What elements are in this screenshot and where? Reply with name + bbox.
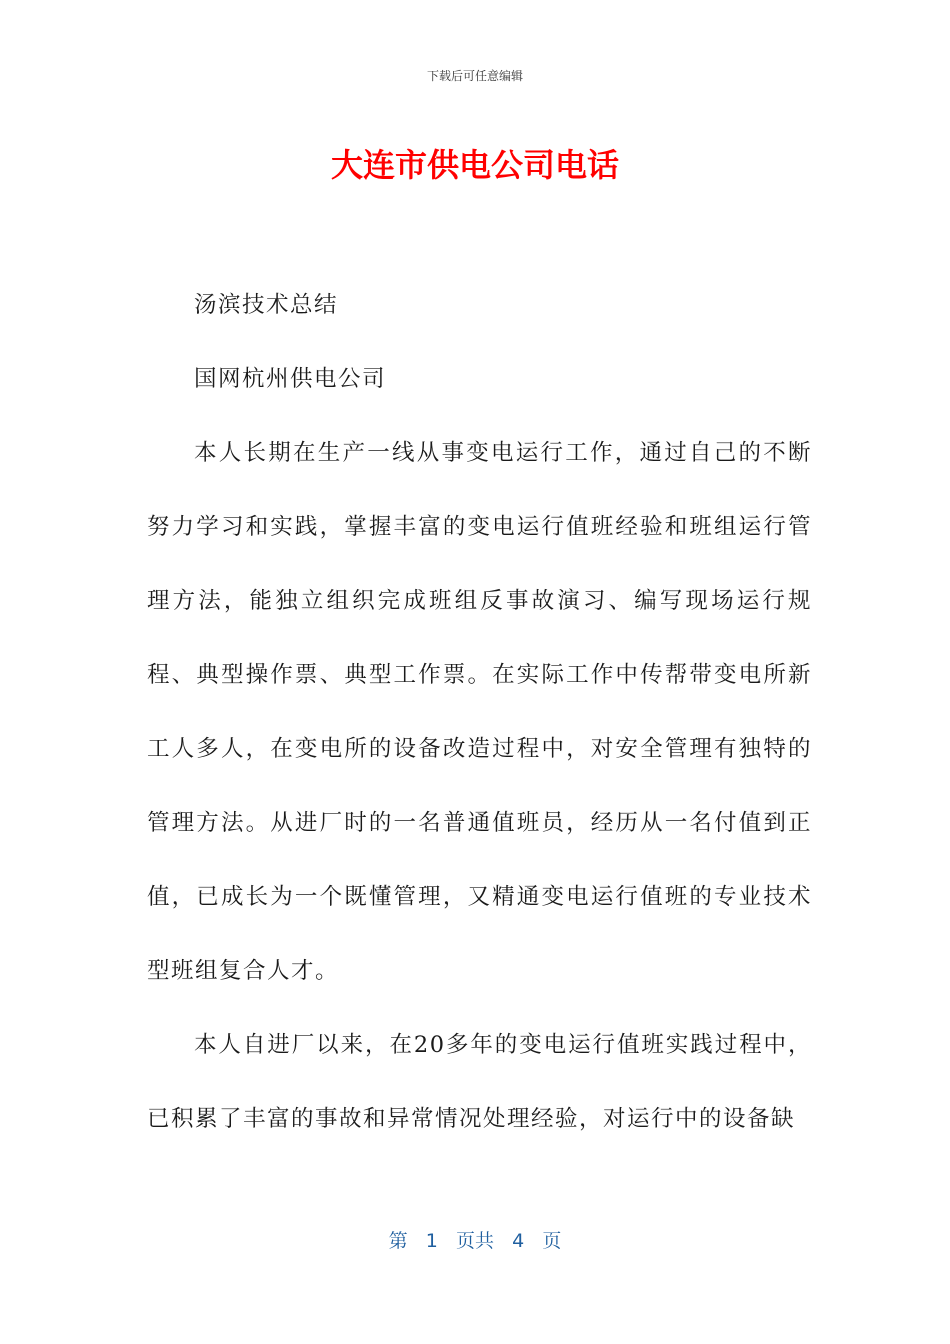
document-title: 大连市供电公司电话 — [330, 146, 619, 184]
paragraph-intro: 本人长期在生产一线从事变电运行工作，通过自己的不断努力学习和实践，掌握丰富的变电运行值班经验和班组运行管理方法，能独立组织完成班组反事故演习、编写现场运行规程、典型操作票、典型工作票。在实际工作中传帮带变电所新工人多人，在变电所的设备改造过程中，对安全管理有独特的管理方法。从进厂时的一名普通值班员，经历从一名付值到正值，已成长为一个既懂管理，又精通变电运行值班的专业技术型班组复合人才。 — [147, 440, 812, 984]
paragraph-author: 汤滨技术总结 — [194, 292, 339, 318]
paragraph-organization: 国网杭州供电公司 — [194, 366, 387, 392]
footer-current-page: 1 — [425, 1230, 438, 1252]
footer-mid: 页共 — [455, 1230, 494, 1252]
footer-suffix: 页 — [542, 1230, 562, 1252]
footer-prefix: 第 — [388, 1230, 408, 1252]
page-footer — [0, 1226, 950, 1253]
paragraph-experience: 本人自进厂以来，在20多年的变电运行值班实践过程中，已积累了丰富的事故和异常情况处理经验，对运行中的设备缺 — [147, 1032, 812, 1132]
footer-total-pages: 4 — [512, 1230, 525, 1252]
header-note: 下载后可任意编辑 — [426, 69, 523, 83]
document-body — [147, 268, 812, 1156]
